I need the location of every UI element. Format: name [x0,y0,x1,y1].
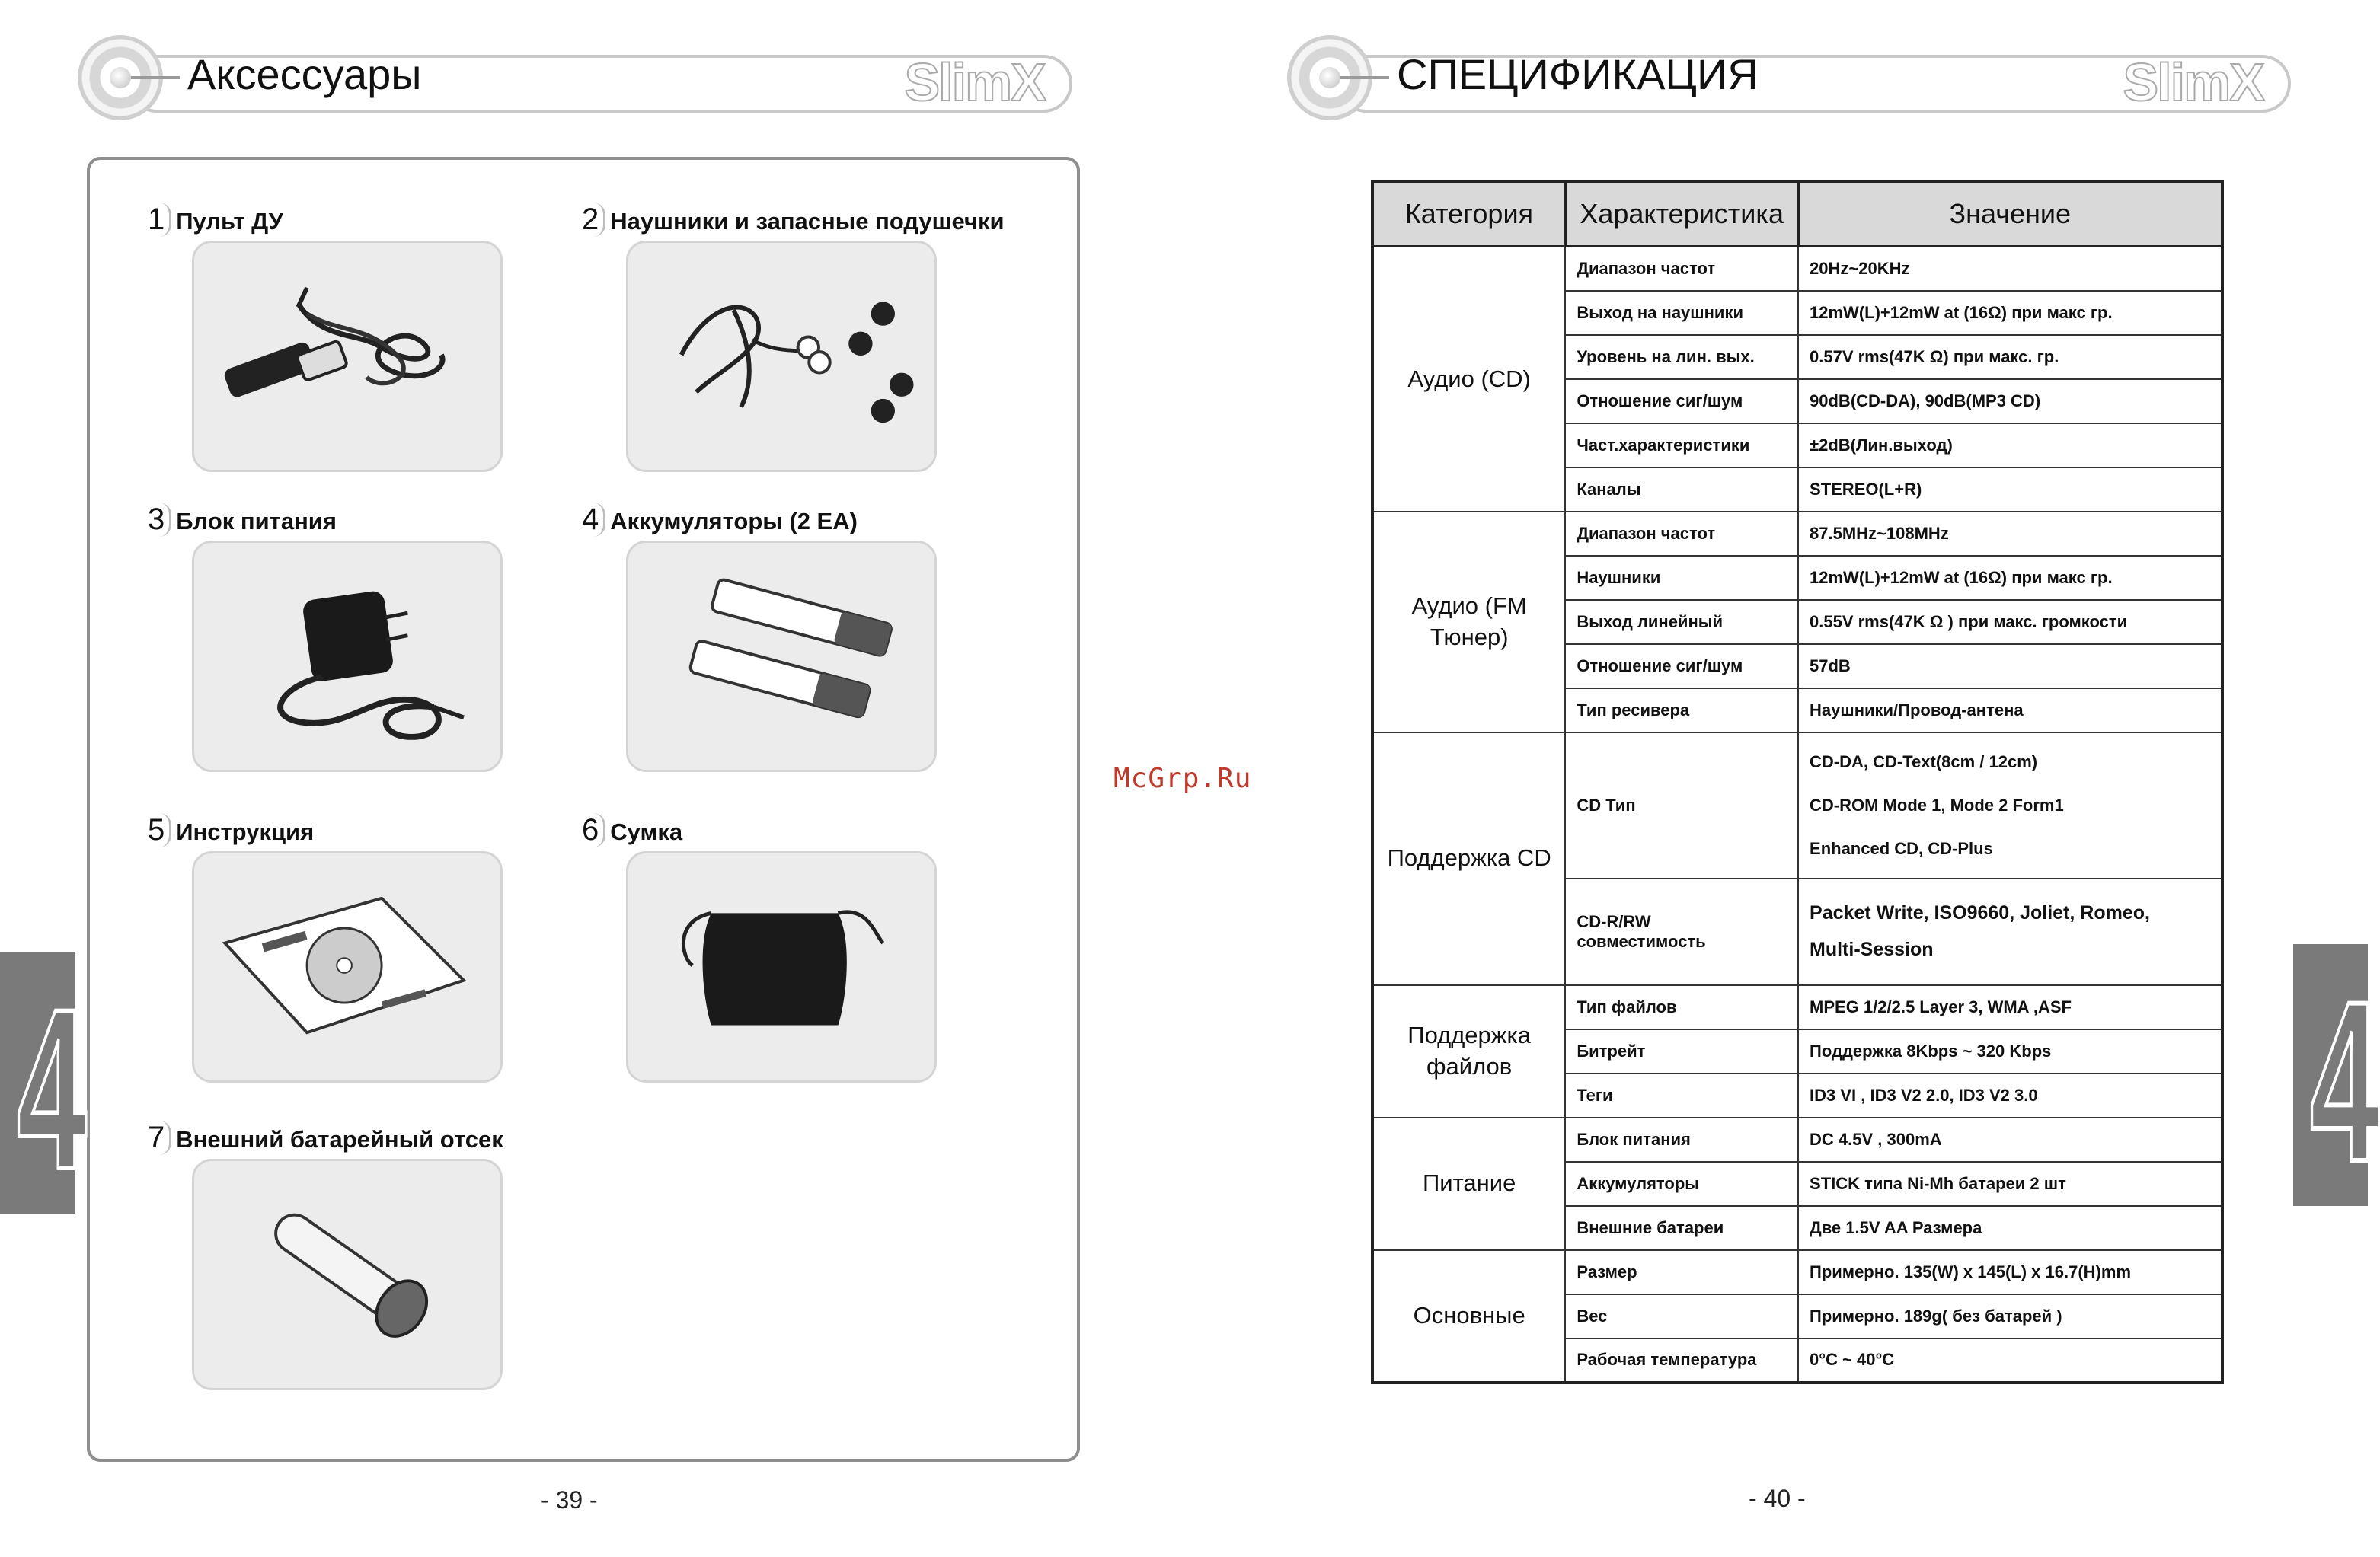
table-row [1372,732,2222,879]
item-number: 4 [582,503,605,537]
page-title: Аксессуары [187,50,422,98]
spec-value: MPEG 1/2/2.5 Layer 3, WMA ,ASF [1798,985,2222,1029]
item-label: Пульт ДУ [176,208,283,235]
category-cell: Питание [1372,1118,1565,1250]
spec-value: 0°C ~ 40°C [1798,1338,2222,1383]
remote-control-icon [192,241,503,472]
spec-name: Битрейт [1565,1029,1798,1074]
item-number: 2 [582,203,605,237]
item-number: 5 [148,813,171,847]
brand-logo: SlimX [904,53,1045,112]
battery-stick-icon [626,541,937,772]
specification-header [1287,35,2291,120]
spec-name: Выход линейный [1565,600,1798,644]
pouch-icon [626,851,937,1083]
spec-value: 87.5MHz~108MHz [1798,512,2222,556]
spec-value: ±2dB(Лин.выход) [1798,423,2222,467]
manual-icon [192,851,503,1083]
spec-name: Наушники [1565,556,1798,600]
table-row [1372,1250,2222,1294]
spec-value: STEREO(L+R) [1798,467,2222,512]
power-adapter-icon [192,541,503,772]
table-header: Значение [1798,181,2222,247]
spec-name: Аккумуляторы [1565,1162,1798,1206]
spec-name: Диапазон частот [1565,512,1798,556]
item-number: 3 [148,503,171,537]
spec-name: Вес [1565,1294,1798,1338]
item-number: 1 [148,203,171,237]
spec-name: Част.характеристики [1565,423,1798,467]
category-cell: Поддержка файлов [1372,985,1565,1118]
category-cell: Аудио (FM Тюнер) [1372,512,1565,732]
spec-name: Размер [1565,1250,1798,1294]
spec-name: Отношение сиг/шум [1565,379,1798,423]
spec-value: Две 1.5V AA Размера [1798,1206,2222,1250]
table-row [1372,985,2222,1029]
spec-value: Примерно. 189g( без батарей ) [1798,1294,2222,1338]
spec-name: Уровень на лин. вых. [1565,335,1798,379]
spec-name: Каналы [1565,467,1798,512]
category-cell: Основные [1372,1250,1565,1383]
category-cell: Аудио (CD) [1372,247,1565,512]
page-title: СПЕЦИФИКАЦИЯ [1397,50,1759,98]
spec-name: Теги [1565,1074,1798,1118]
item-number: 6 [582,813,605,847]
page-number: - 40 - [1749,1485,1806,1512]
table-row [1372,1118,2222,1162]
spec-value: 12mW(L)+12mW at (16Ω) при макс гр. [1798,556,2222,600]
spec-name: Выход на наушники [1565,291,1798,335]
watermark-text: McGrp.Ru [1113,763,1252,794]
item-label: Наушники и запасные подушечки [610,208,1005,235]
spec-value: 20Hz~20KHz [1798,247,2222,291]
table-row [1372,512,2222,556]
spec-value: DC 4.5V , 300mA [1798,1118,2222,1162]
chapter-tab: 4 [0,952,75,1214]
spec-value: Примерно. 135(W) x 145(L) x 16.7(H)mm [1798,1250,2222,1294]
table-header: Характеристика [1565,181,1798,247]
spec-value: 90dB(CD-DA), 90dB(MP3 CD) [1798,379,2222,423]
spec-value: Поддержка 8Kbps ~ 320 Kbps [1798,1029,2222,1074]
earphones-icon [626,241,937,472]
spec-value: 0.57V rms(47K Ω) при макс. гр. [1798,335,2222,379]
item-label: Блок питания [176,508,337,534]
spec-name: Отношение сиг/шум [1565,644,1798,688]
accessories-header [78,35,1072,120]
left-page [0,0,1184,1557]
spec-value: Packet Write, ISO9660, Joliet, Romeo, Multi-Session [1798,879,2222,985]
specification-table [1371,180,2224,1384]
category-cell: Поддержка CD [1372,732,1565,985]
spec-name: Тип файлов [1565,985,1798,1029]
chapter-tab: 4 [2293,944,2368,1206]
item-label: Внешний батарейный отсек [176,1126,503,1153]
spec-value: ID3 VI , ID3 V2 2.0, ID3 V2 3.0 [1798,1074,2222,1118]
spec-value: 57dB [1798,644,2222,688]
accessories-box [87,157,1080,1462]
item-label: Аккумуляторы (2 EA) [610,508,858,534]
spec-name: CD-R/RW совместимость [1565,879,1798,985]
spec-name: Диапазон частот [1565,247,1798,291]
spec-name: CD Тип [1565,732,1798,879]
spec-name: Внешние батареи [1565,1206,1798,1250]
item-number: 7 [148,1121,171,1155]
item-label: Сумка [610,818,683,845]
spec-value: 12mW(L)+12mW at (16Ω) при макс гр. [1798,291,2222,335]
spec-name: Тип ресивера [1565,688,1798,732]
brand-logo: SlimX [2123,53,2263,112]
table-header: Категория [1372,181,1565,247]
spec-name: Блок питания [1565,1118,1798,1162]
spec-value: 0.55V rms(47K Ω ) при макс. громкости [1798,600,2222,644]
page-number: - 39 - [541,1486,598,1514]
spec-value: Наушники/Провод-антена [1798,688,2222,732]
spec-value: CD-DA, CD-Text(8cm / 12cm) CD-ROM Mode 1, Mode 2 Form1 Enhanced CD, CD-Plus [1798,732,2222,879]
spec-name: Рабочая температура [1565,1338,1798,1383]
item-label: Инструкция [176,818,315,845]
spec-value: STICK типа Ni-Mh батареи 2 шт [1798,1162,2222,1206]
battery-case-icon [192,1159,503,1390]
table-row [1372,247,2222,291]
